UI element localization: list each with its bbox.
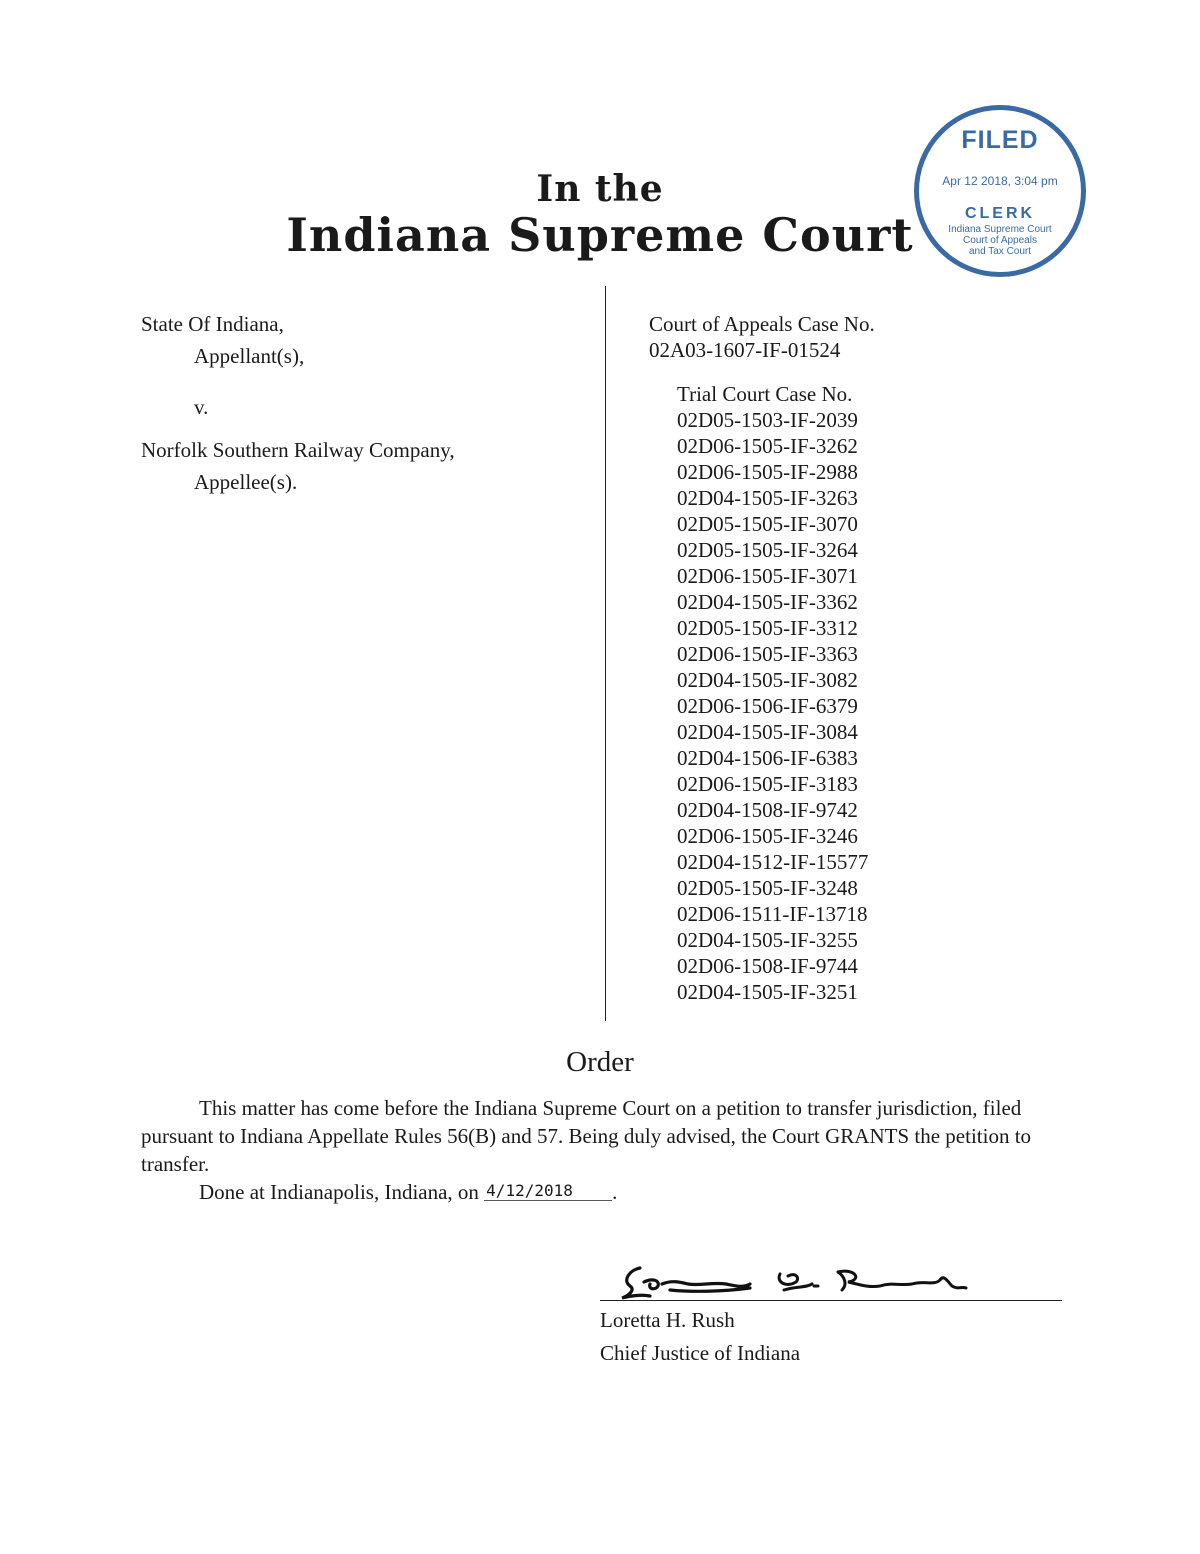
trial-case-number: 02D05-1505-IF-3248 [677, 876, 858, 900]
trial-case-number: 02D05-1503-IF-2039 [677, 408, 858, 432]
trial-case-list [677, 407, 868, 1005]
done-suffix: . [612, 1180, 618, 1204]
done-prefix: Done at Indianapolis, Indiana, on [199, 1180, 479, 1204]
order-date-field: 4/12/2018 [484, 1182, 612, 1201]
handwritten-signature [600, 1256, 1062, 1302]
stamp-status: FILED [961, 126, 1039, 154]
stamp-date: Apr 12 2018, 3:04 pm [942, 174, 1058, 188]
trial-case-number: 02D04-1505-IF-3082 [677, 668, 858, 692]
trial-case-number: 02D06-1505-IF-3246 [677, 824, 858, 848]
signature-line [600, 1300, 1062, 1301]
stamp-org-line: and Tax Court [968, 246, 1032, 257]
trial-case-number: 02D06-1505-IF-3183 [677, 772, 858, 796]
trial-case-number: 02D06-1506-IF-6379 [677, 694, 858, 718]
order-done-line [141, 1178, 1041, 1206]
order-body [141, 1094, 1041, 1206]
order-title: Order [566, 1046, 634, 1078]
trial-case-number: 02D04-1505-IF-3362 [677, 590, 858, 614]
trial-case-number: 02D04-1505-IF-3251 [677, 980, 858, 1004]
trial-case-number: 02D05-1505-IF-3312 [677, 616, 858, 640]
appellant-role: Appellant(s), [194, 344, 305, 368]
stamp-org-line: Court of Appeals [963, 235, 1037, 246]
stamp-org-line: Indiana Supreme Court [948, 224, 1052, 235]
versus: v. [194, 395, 209, 419]
trial-case-number: 02D05-1505-IF-3070 [677, 512, 858, 536]
header-court-name: Indiana Supreme Court [286, 208, 914, 262]
trial-case-number: 02D04-1505-IF-3084 [677, 720, 858, 744]
trial-case-label: Trial Court Case No. [677, 382, 853, 406]
appellee-name: Norfolk Southern Railway Company, [141, 438, 455, 462]
order-paragraph: This matter has come before the Indiana Supreme Court on a petition to transfer jurisdiction, filed pursuant to Indiana Appellate Rules 56(B) and 57. Being duly advised, the Court GRANTS the petition to transfer. [141, 1096, 1032, 1176]
appeals-case [649, 311, 875, 363]
trial-case-number: 02D06-1508-IF-9744 [677, 954, 858, 978]
trial-case-number: 02D06-1505-IF-3262 [677, 434, 858, 458]
trial-case-number: 02D05-1505-IF-3264 [677, 538, 858, 562]
caption-divider [605, 286, 606, 1021]
stamp-office: CLERK [964, 205, 1036, 222]
trial-case-number: 02D04-1512-IF-15577 [677, 850, 869, 874]
signer-name: Loretta H. Rush [600, 1308, 735, 1332]
stamp-organization [925, 224, 1075, 257]
trial-case-number: 02D06-1511-IF-13718 [677, 902, 868, 926]
trial-court-cases [677, 381, 868, 1005]
appellee-role: Appellee(s). [194, 470, 298, 494]
trial-case-number: 02D06-1505-IF-2988 [677, 460, 858, 484]
trial-case-number: 02D06-1505-IF-3363 [677, 642, 858, 666]
trial-case-number: 02D04-1505-IF-3255 [677, 928, 858, 952]
filed-stamp [914, 105, 1086, 277]
trial-case-number: 02D04-1508-IF-9742 [677, 798, 858, 822]
signer-title: Chief Justice of Indiana [600, 1341, 801, 1365]
trial-case-number: 02D06-1505-IF-3071 [677, 564, 858, 588]
appellant-name: State Of Indiana, [141, 312, 284, 336]
appeals-case-label: Court of Appeals Case No. [649, 312, 875, 336]
trial-case-number: 02D04-1505-IF-3263 [677, 486, 858, 510]
trial-case-number: 02D04-1506-IF-6383 [677, 746, 858, 770]
header-in-the: In the [536, 168, 664, 210]
appeals-case-number: 02A03-1607-IF-01524 [649, 338, 841, 362]
